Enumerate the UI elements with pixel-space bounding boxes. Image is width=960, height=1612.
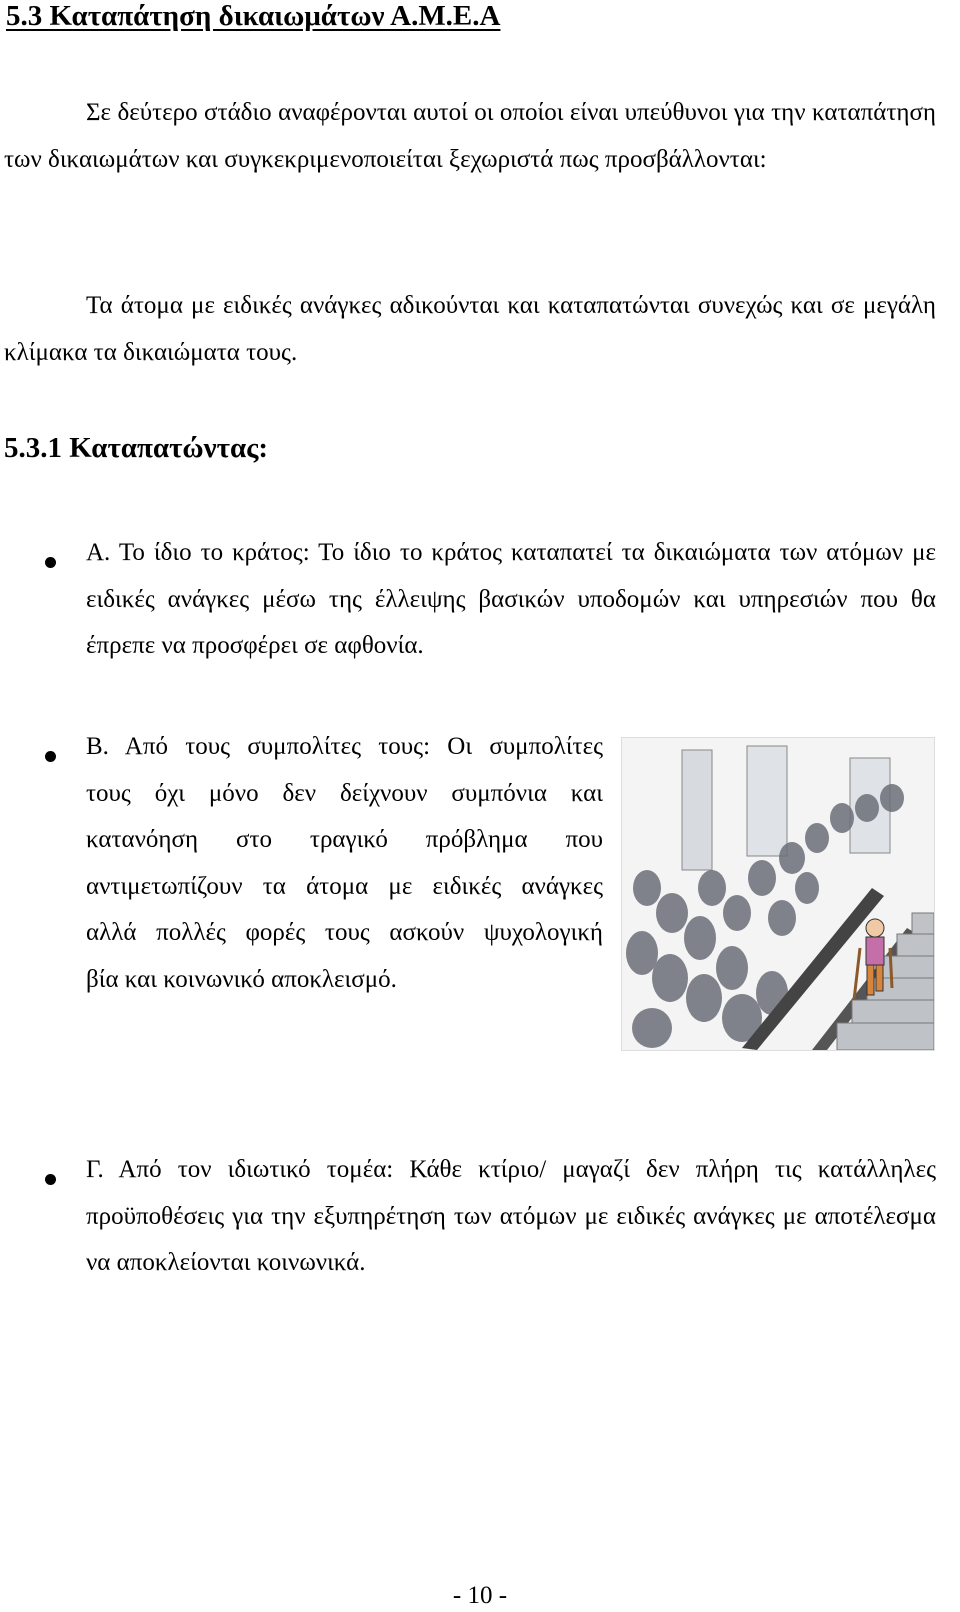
bullet-item-b: [86, 724, 603, 1003]
bullet-b-line: αλλά πολλές φορές τους ασκούν ψυχολογική: [86, 919, 603, 946]
bullet-b-line: τους όχι μόνο δεν δείχνουν συμπόνια και: [86, 779, 603, 807]
bullet-dot: [45, 751, 56, 762]
bullet-b-line: κατανόηση στο τραγικό πρόβλημα που: [86, 826, 603, 853]
bullet-b-line: βία και κοινωνικό αποκλεισμό.: [86, 965, 397, 993]
bullet-dot: [45, 1174, 56, 1185]
cartoon-illustration: [621, 737, 935, 1051]
bullet-b-line: Β. Από τους συμπολίτες τους: Οι συμπολίτες: [86, 733, 603, 760]
bullet-b-line: αντιμετωπίζουν τα άτομα με ειδικές ανάγκες: [86, 872, 603, 900]
bullet-dot: [45, 557, 56, 568]
intro-paragraph: Σε δεύτερο στάδιο αναφέρονται αυτοί οι οποίοι είναι υπεύθυνοι για την καταπάτηση των δικαιωμάτων και συγκεκριμενοποιείται ξεχωριστά πως προσβάλλονται:: [4, 99, 936, 173]
escalator-cartoon: [622, 738, 934, 1050]
subsection-heading: 5.3.1 Καταπατώντας:: [4, 432, 269, 464]
bullet-item-c: Γ. Από τον ιδιωτικό τομέα: Κάθε κτίριο/ μαγαζί δεν πλήρη τις κατάλληλες προϋποθέσεις για την εξυπηρέτηση των ατόμων με ειδικές ανάγκες με αποτέλεσμα να αποκλείονται κοινωνικά.: [86, 1156, 936, 1276]
statement-paragraph: Τα άτομα με ειδικές ανάγκες αδικούνται και καταπατώνται συνεχώς και σε μεγάλη κλίμακα τα δικαιώματα τους.: [4, 292, 936, 366]
page-number: - 10 -: [452, 1582, 508, 1609]
section-heading: 5.3 Καταπάτηση δικαιωμάτων Α.Μ.Ε.Α: [6, 0, 501, 32]
bullet-item-a: Α. Το ίδιο το κράτος: Το ίδιο το κράτος καταπατεί τα δικαιώματα των ατόμων με ειδικές ανάγκες μέσω της έλλειψης βασικών υποδομών και υπηρεσιών που θα έπρεπε να προσφέρει σε αφθονία.: [86, 539, 936, 659]
